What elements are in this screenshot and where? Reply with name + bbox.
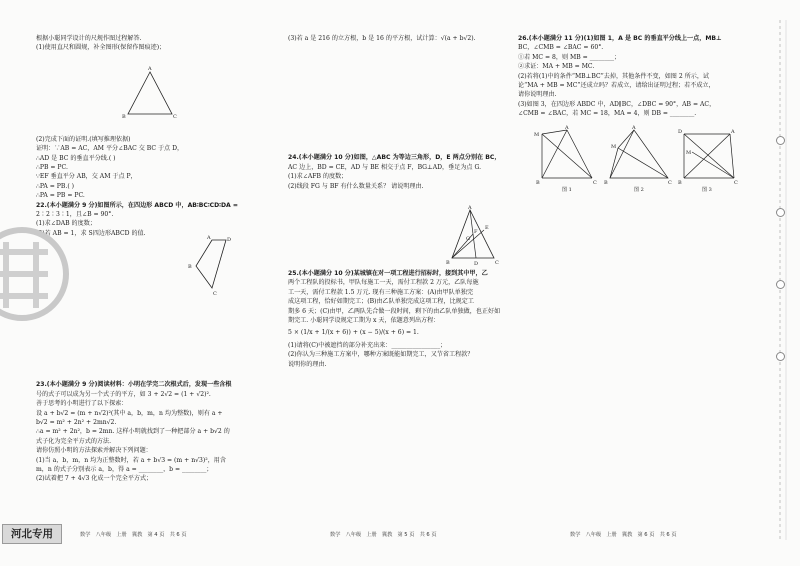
text-line: 说明你的理由. bbox=[288, 360, 327, 368]
text-line: (1)求∠DAB 的度数； bbox=[36, 220, 96, 228]
text-line: ②求证：MA + MB = MC. bbox=[518, 63, 595, 71]
text-line: ①若 MC = 8，则 MB = ________； bbox=[518, 53, 621, 61]
svg-text:M: M bbox=[534, 132, 540, 138]
svg-text:E: E bbox=[485, 225, 489, 231]
region-label: 河北专用 bbox=[2, 524, 62, 544]
figure-26-1 bbox=[532, 124, 600, 194]
svg-text:B: B bbox=[604, 180, 608, 186]
quadrilateral-abcd-figure bbox=[182, 232, 242, 298]
svg-text:B: B bbox=[446, 260, 450, 266]
question-26-title: 26.(本小题满分 11 分)(1)如图 1，A 是 BC 的垂直平分线上一点，MB⊥ bbox=[518, 35, 722, 42]
text-line: 号的式子可以成为另一个式子的平方，如 3 + 2√2 = (1 + √2)². bbox=[36, 390, 211, 398]
text-line: (1)求∠AFB 的度数； bbox=[288, 173, 348, 181]
text-line: (2)若 AB = 1，求 S四边形ABCD 的值. bbox=[36, 229, 146, 237]
binding-hole-3 bbox=[776, 280, 785, 289]
text-line: 论“MA + MB = MC”还成立吗？若成立，请给出证明过程；若不成立， bbox=[518, 82, 715, 90]
binding-hole-4 bbox=[776, 352, 785, 361]
svg-text:C: C bbox=[495, 260, 499, 266]
svg-text:A: A bbox=[632, 125, 636, 131]
svg-text:C: C bbox=[593, 180, 597, 186]
svg-text:B: B bbox=[678, 180, 682, 186]
triangle-abc-figure bbox=[120, 64, 180, 120]
figure-26-1-caption: 图 1 bbox=[562, 187, 572, 193]
text-line: AC 边上，BD = CE，AD 与 BE 相交于点 F，BG⊥AD，垂足为点 G. bbox=[288, 163, 482, 171]
figure-26-3 bbox=[676, 124, 742, 194]
column-right bbox=[518, 34, 743, 119]
footer-page-5: 数学 八年级 上册 冀教 第 5 页 共 6 页 bbox=[330, 532, 437, 538]
svg-text:D: D bbox=[227, 237, 232, 243]
binding-margin bbox=[742, 0, 800, 566]
text-line: 设 a + b√2 = (m + n√2)²(其中 a，b，m，n 均为整数)，则有 a + bbox=[36, 409, 223, 417]
footer-page-6: 数学 八年级 上册 冀教 第 6 页 共 6 页 bbox=[570, 532, 677, 538]
text-line: b√2 = m² + 2n² + 2mn√2. bbox=[36, 418, 117, 426]
triangle-q24-figure bbox=[446, 204, 512, 266]
text-line: (2)你认为三种施工方案中，哪种方案既能如期完工，又节省工程款？ bbox=[288, 351, 474, 359]
seal-watermark bbox=[0, 212, 76, 336]
text-line: 2∶2∶3∶1，且∠B = 90°. bbox=[36, 211, 114, 219]
text-line: (2)完成下面的证明.(填写推理依据) bbox=[36, 135, 131, 143]
text-line: ∴PA = PB = PC. bbox=[36, 192, 85, 200]
text-line: (1)请将(C)中被遮挡的部分补充出来：________________； bbox=[288, 341, 447, 349]
svg-text:M: M bbox=[686, 150, 692, 156]
text-line: (1)当 a，b，m，n 均为正整数时，若 a + b√3 = (m + n√3)²，用含 bbox=[36, 456, 226, 464]
text-line: (1)使用直尺和圆规，补全图形(保留作图痕迹)； bbox=[36, 44, 166, 52]
svg-text:D: D bbox=[678, 129, 683, 135]
svg-text:C: C bbox=[173, 114, 177, 120]
figure-26-3-caption: 图 3 bbox=[702, 187, 712, 193]
footer-page-4: 数学 八年级 上册 冀教 第 4 页 共 6 页 bbox=[80, 532, 187, 538]
text-line: ∴AD 是 BC 的垂直平分线.( ) bbox=[36, 154, 116, 162]
text-line: 证明：∵AB = AC，AM 平分∠BAC 交 BC 于点 D， bbox=[36, 145, 184, 153]
svg-text:A: A bbox=[565, 125, 569, 131]
question-22-title: 22.(本小题满分 9 分)如图所示，在四边形 ABCD 中，AB∶BC∶CD∶DA = bbox=[36, 201, 238, 209]
text-line: ∵EF 垂直平分 AB，交 AM 于点 P， bbox=[36, 173, 137, 181]
question-24-title: 24.(本小题满分 10 分)如图，△ABC 为等边三角形，D，E 两点分别在 BC， bbox=[288, 154, 501, 162]
svg-text:M: M bbox=[611, 144, 617, 150]
text-line: BC，∠CMB = ∠BAC = 60°. bbox=[518, 44, 604, 52]
svg-text:A: A bbox=[148, 66, 152, 72]
figure-26-2-caption: 图 2 bbox=[634, 187, 644, 193]
text-line: 根据小聪同学设计的尺规作图过程解答. bbox=[36, 35, 142, 42]
binding-hole-1 bbox=[776, 136, 785, 145]
text-line: 式子化为完全平方式的方法. bbox=[36, 437, 112, 445]
binding-hole-2 bbox=[776, 208, 785, 217]
text-line: (3)如图 3，在四边形 ABDC 中，AD∥BC，∠DBC = 90°，AB = AC， bbox=[518, 100, 716, 108]
column-middle bbox=[288, 34, 513, 369]
svg-text:A: A bbox=[731, 129, 735, 135]
text-line: ∴PB = PC. bbox=[36, 164, 68, 172]
text-line: 期完工. 小聪同学设规定工期为 x 天，依题意列出方程： bbox=[288, 317, 440, 325]
text-line: 请你仿照小明的方法探索并解决下列问题： bbox=[36, 447, 152, 455]
svg-text:A: A bbox=[468, 205, 472, 211]
text-line: (2)若将(1)中的条件“MB⊥BC”去掉，其他条件不变，如图 2 所示，试 bbox=[518, 72, 710, 80]
text-line: 请你说明理由. bbox=[518, 91, 557, 99]
text-line: 期多 6 天；(C)由甲，乙两队先合做一段时间，剩下的由乙队单独做，也正好如 bbox=[288, 307, 501, 315]
svg-text:B: B bbox=[536, 180, 540, 186]
question-25-title: 25.(本小题满分 10 分)某城镇在对一项工程进行招标时，接到其中甲，乙 bbox=[288, 270, 488, 278]
svg-text:D: D bbox=[474, 261, 479, 266]
text-line: ∴PA = PB.( ) bbox=[36, 182, 75, 190]
svg-text:F: F bbox=[474, 229, 478, 235]
equation-line: 5 × (1/x + 1/(x + 6)) + (x − 5)/(x + 6) = 1. bbox=[288, 329, 419, 337]
svg-text:A: A bbox=[207, 235, 211, 241]
text-line: 两个工程队的投标书，甲队每施工一天，需付工程款 2 万元，乙队每施 bbox=[288, 279, 479, 287]
figure-26-2 bbox=[604, 124, 674, 194]
svg-text:G: G bbox=[466, 236, 470, 242]
text-line: m，n 的式子分别表示 a，b，得 a = ________，b = ________； bbox=[36, 465, 213, 473]
question-23-title: 23.(本小题满分 9 分)阅读材料：小明在学完二次根式后，发现一些含根 bbox=[36, 381, 232, 389]
text-line: 工一天，需付工程款 1.5 万元. 现有三种施工方案：(A)由甲队单独完 bbox=[288, 288, 474, 296]
svg-text:C: C bbox=[213, 291, 217, 297]
text-line: (3)若 a 是 216 的立方根，b 是 16 的平方根，试计算：√(a + b√2). bbox=[288, 35, 476, 42]
svg-text:B: B bbox=[122, 114, 126, 120]
text-line: 成这项工程，恰好如期完工；(B)由乙队单独完成这项工程，比规定工 bbox=[288, 298, 474, 306]
text-line: ∴a = m² + 2n²，b = 2mn. 这样小明就找到了一种把部分 a + b√2 的 bbox=[36, 428, 230, 436]
svg-text:C: C bbox=[734, 180, 738, 186]
svg-text:B: B bbox=[188, 264, 192, 270]
text-line: 善于思考的小明进行了以下探索： bbox=[36, 400, 128, 408]
text-line: (2)线段 FG 与 BF 有什么数量关系？ 请说明理由. bbox=[288, 182, 424, 190]
text-line: (2)试着把 7 + 4√3 化成一个完全平方式； bbox=[36, 475, 153, 483]
text-line: ∠CMB = ∠BAC，若 MC = 18，MA = 4，则 DB = ________. bbox=[518, 110, 697, 118]
svg-text:C: C bbox=[668, 180, 672, 186]
